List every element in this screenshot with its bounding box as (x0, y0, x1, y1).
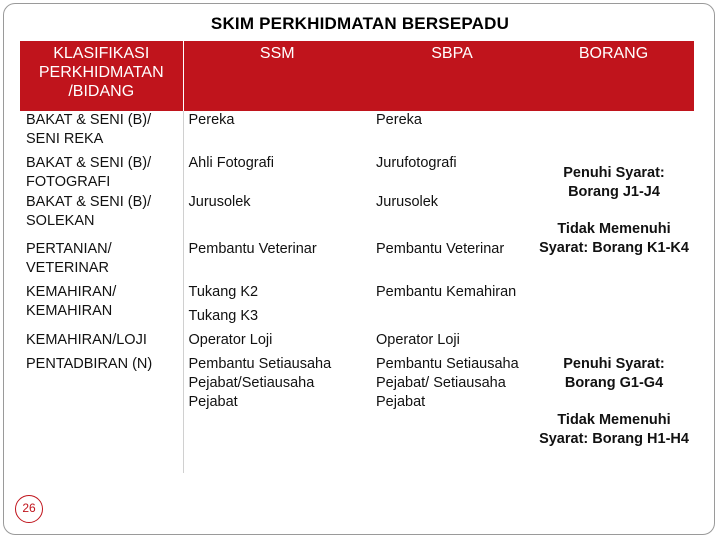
table-row (20, 331, 694, 355)
cell-sbpa: Jurufotografi (376, 155, 457, 171)
cell-klasifikasi: KEMAHIRAN/ KEMAHIRAN (20, 283, 183, 331)
borang-spacer (533, 331, 694, 355)
cell-sbpa: Pembantu Veterinar (376, 241, 505, 257)
skim-table (20, 41, 694, 473)
cell-klasifikasi: BAKAT & SENI (B)/ FOTOGRAFI (20, 154, 183, 193)
cell-ssm: Pereka (188, 112, 235, 128)
cell-ssm: Ahli Fotografi (188, 155, 274, 171)
cell-klasifikasi: KEMAHIRAN/LOJI (20, 331, 183, 355)
table-header-row (20, 41, 694, 111)
cell-ssm: Pembantu Setiausaha Pejabat/Setiausaha Pejabat (188, 356, 332, 410)
header-sbpa: SBPA (371, 41, 533, 111)
table-row (20, 111, 694, 154)
cell-klasifikasi: PERTANIAN/ VETERINAR (20, 240, 183, 283)
cell-ssm: Pembantu Veterinar (188, 241, 317, 257)
cell-klasifikasi: PENTADBIRAN (N) (20, 355, 183, 473)
cell-ssm: Tukang K3 (188, 308, 259, 324)
header-borang: BORANG (533, 41, 694, 111)
cell-sbpa: Pembantu Kemahiran (376, 284, 517, 300)
borang-group-1 (533, 111, 694, 331)
header-ssm: SSM (183, 41, 371, 111)
borang-memenuhi-j: Penuhi Syarat: Borang J1-J4 (563, 165, 665, 200)
borang-tidak-memenuhi-h: Tidak Memenuhi Syarat: Borang H1-H4 (539, 412, 689, 447)
cell-ssm: Jurusolek (188, 194, 251, 210)
cell-sbpa: Jurusolek (376, 194, 439, 210)
table-row (20, 355, 694, 473)
cell-klasifikasi: BAKAT & SENI (B)/ SENI REKA (20, 111, 183, 154)
cell-ssm: Tukang K2 (188, 284, 259, 300)
borang-group-2 (533, 355, 694, 473)
slide-title: SKIM PERKHIDMATAN BERSEPADU (210, 14, 510, 33)
page-number-badge: 26 (15, 495, 43, 523)
borang-memenuhi-g: Penuhi Syarat: Borang G1-G4 (563, 356, 665, 391)
cell-sbpa: Pereka (376, 112, 422, 128)
borang-tidak-memenuhi-k: Tidak Memenuhi Syarat: Borang K1-K4 (539, 221, 689, 256)
cell-ssm: Operator Loji (188, 332, 273, 348)
cell-sbpa: Pembantu Setiausaha Pejabat/ Setiausaha Pejabat (376, 356, 519, 410)
cell-klasifikasi: BAKAT & SENI (B)/ SOLEKAN (20, 193, 183, 240)
cell-sbpa: Operator Loji (376, 332, 460, 348)
header-klasifikasi: KLASIFIKASI PERKHIDMATAN /BIDANG (20, 41, 183, 111)
